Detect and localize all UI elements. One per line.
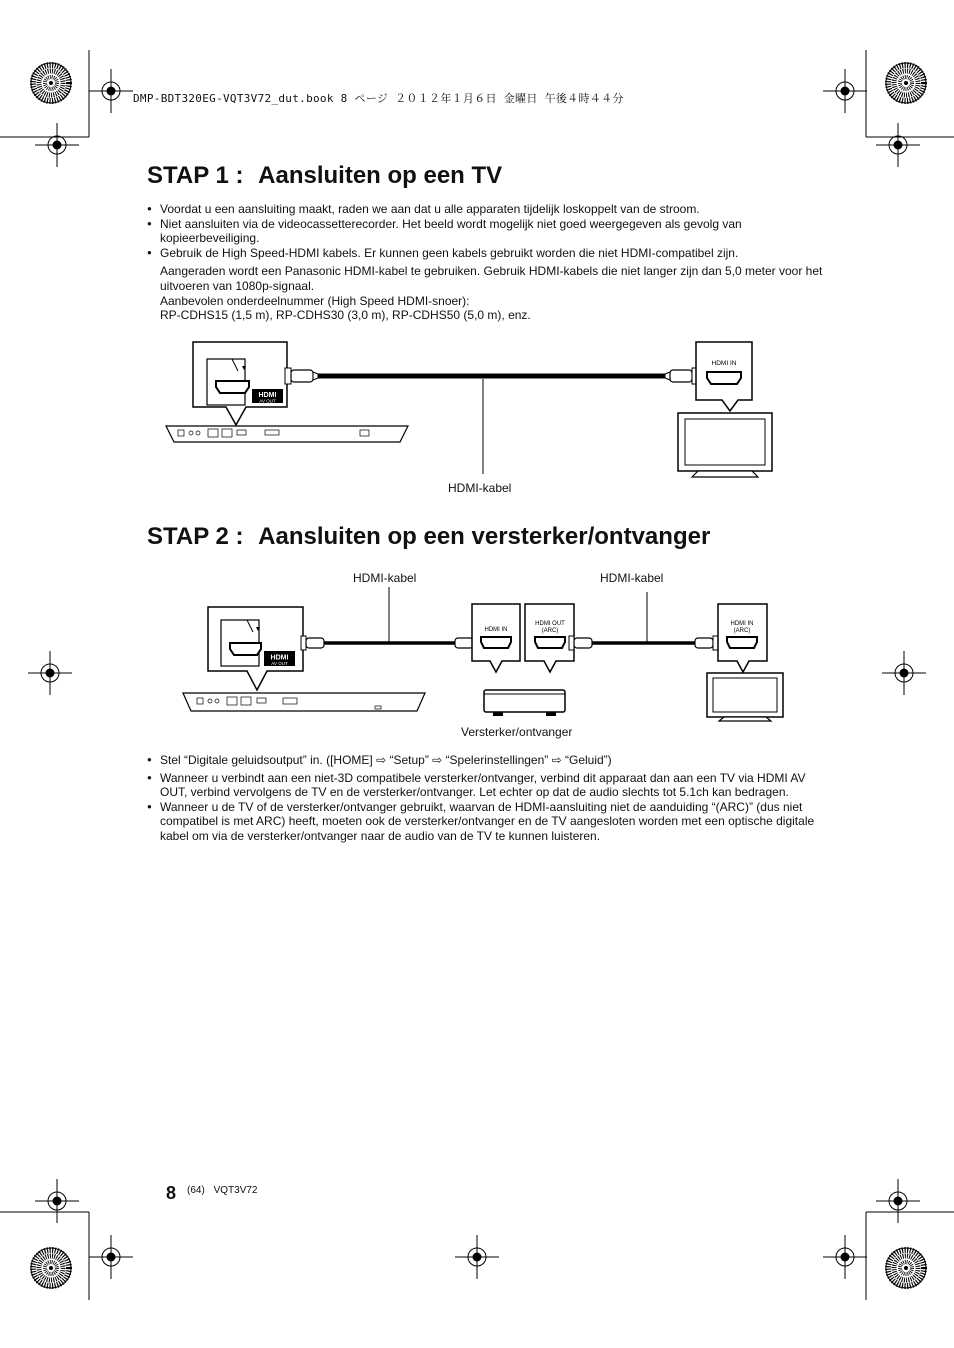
av-out-label: AV OUT [259,398,276,404]
hdmi-logo: HDMI [270,654,289,662]
list-item: ● Wanneer u de TV of de versterker/ontvanger gebruikt, waarvan de HDMI-aansluiting niet de aanduiding “(ARC)” (dus niet compatibel is met ARC) heeft, moeten ook de versterker/ontvanger en de TV aangesloten worden met een optische digitale kabel om via de versterker/ontvanger naar de audio van de TV te kunnen luisteren. [147,800,827,844]
step2-bullets [147,753,827,844]
step1-bullets [147,202,827,323]
list-item: ● Gebruik de High Speed-HDMI kabels. Er kunnen geen kabels gebruikt worden die niet HDMI-compatibel zijn. [147,246,827,261]
step1-title: Aansluiten op een TV [258,162,503,189]
tv-hdmi-in-label: HDMI IN [711,360,737,367]
amp-hdmi-in-label: HDMI IN [484,627,508,633]
page-code [187,1185,258,1196]
page-number: 8 [166,1183,177,1203]
page-ref: (64) [187,1185,205,1196]
amplifier-icon [484,690,565,716]
step2-prefix: STAP 2 : [147,523,244,550]
list-item: ● Voordat u een aansluiting maakt, raden we aan dat u alle apparaten tijdelijk loskoppelt van de stroom. [147,202,827,217]
amplifier-caption: Versterker/ontvanger [461,725,573,739]
amp-hdmi-in-callout [472,604,520,672]
list-item: ● Stel “Digitale geluidsoutput” in. ([HOME] ⇨ “Setup” ⇨ “Spelerinstellingen” ⇨ “Geluid”) [147,753,827,768]
print-header: DMP-BDT320EG-VQT3V72_dut.book 8 ページ ２０１２年１月６日 金曜日 午後４時４４分 [133,92,624,105]
player-callout [193,342,287,425]
sub-paragraph: RP-CDHS15 (1,5 m), RP-CDHS30 (3,0 m), RP-CDHS50 (5,0 m), enz. [160,308,531,323]
step1-prefix: STAP 1 : [147,162,244,189]
doc-code: VQT3V72 [213,1185,258,1196]
step1-connection-diagram [160,335,800,485]
hdmi-cable-2 [569,636,718,650]
tv-hdmi-in-label: HDMI IN [730,621,754,627]
hdmi-cable [285,368,698,474]
sub-paragraph: Aanbevolen onderdeelnummer (High Speed HDMI-snoer): [160,293,470,308]
amp-arc-label: (ARC) [541,628,559,634]
step1-heading [147,162,502,190]
blu-ray-player [166,426,408,442]
step2-heading [147,523,710,551]
step2-title: Aansluiten op een versterker/ontvanger [258,523,711,550]
step2-connection-diagram [175,587,790,722]
tv-icon [678,413,772,477]
amp-hdmi-out-callout [525,604,574,672]
tv-callout [696,342,752,411]
player-callout [208,607,303,690]
tv-icon [707,673,783,721]
step2-cable-caption-right: HDMI-kabel [600,571,664,585]
blu-ray-player [183,693,425,711]
sub-paragraph: Aangeraden wordt een Panasonic HDMI-kabel te gebruiken. Gebruik HDMI-kabels die niet langer zijn dan 5,0 meter voor het uitvoeren van 1080p-signaal. [160,264,823,293]
amp-hdmi-out-label: HDMI OUT [535,621,565,627]
tv-callout [718,604,767,672]
av-out-label: AV OUT [271,661,288,666]
list-item: ● Wanneer u verbindt aan een niet-3D compatibele versterker/ontvanger, verbind dit apparaat dan aan een TV via HDMI AV OUT, verbind vervolgens de TV en de versterker/ontvanger. Let echter op dat de audio slechts tot 5.1ch kan bedragen. [147,771,827,800]
hdmi-logo: HDMI [258,392,277,399]
step1-cable-caption: HDMI-kabel [448,481,512,495]
tv-arc-label: (ARC) [733,628,751,634]
step2-cable-caption-left: HDMI-kabel [353,571,417,585]
list-item: ● Niet aansluiten via de videocassetterecorder. Het beeld wordt mogelijk niet goed weergegeven als gevolg van kopieerbeveiliging. [147,217,827,246]
